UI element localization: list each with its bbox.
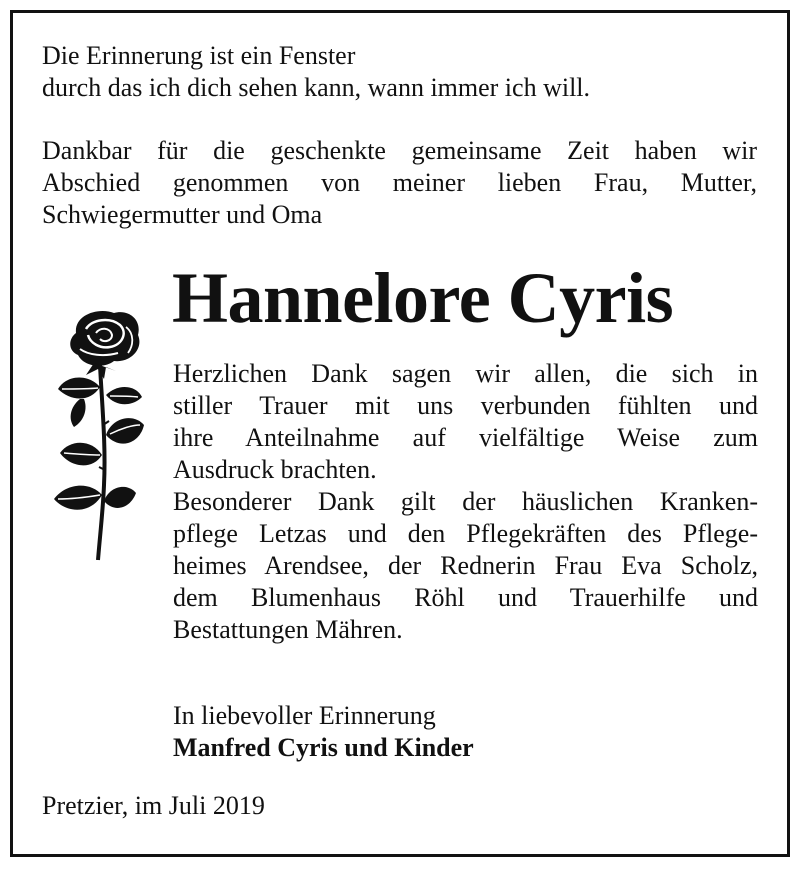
poem-line-1: Die Erinnerung ist ein Fenster <box>42 41 356 70</box>
rose-icon <box>48 305 148 565</box>
thanks-line-6: pflege Letzas und den Pflegekräften des Pflege- <box>173 519 758 548</box>
signer-name: Manfred Cyris und Kinder <box>173 733 474 762</box>
thanks-line-8: dem Blumenhaus Röhl und Trauerhilfe und <box>173 583 758 612</box>
thanks-line-3: ihre Anteilnahme auf vielfältige Weise zum <box>173 423 758 452</box>
intro-line-3: Schwiegermutter und Oma <box>42 200 323 229</box>
closing-line: In liebevoller Erinnerung <box>173 701 436 730</box>
closing-block <box>173 700 753 764</box>
thanks-paragraph <box>173 358 758 646</box>
place-date: Pretzier, im Juli 2019 <box>42 791 265 820</box>
thanks-line-2: stiller Trauer mit uns verbunden fühlten und <box>173 391 758 420</box>
footer-place-date <box>42 790 742 822</box>
thanks-line-7: heimes Arendsee, der Rednerin Frau Eva Scholz, <box>173 551 758 580</box>
intro-line-2: Abschied genommen von meiner lieben Frau, Mutter, <box>42 168 757 197</box>
thanks-line-1: Herzlichen Dank sagen wir allen, die sich in <box>173 359 758 388</box>
deceased-name: Hannelore Cyris <box>172 258 674 338</box>
thanks-line-4: Ausdruck brachten. <box>173 455 377 484</box>
intro-line-1: Dankbar für die geschenkte gemeinsame Zeit haben wir <box>42 136 757 165</box>
thanks-line-5: Besonderer Dank gilt der häuslichen Kranken- <box>173 487 758 516</box>
poem-line-2: durch das ich dich sehen kann, wann immer ich will. <box>42 73 591 102</box>
intro-paragraph <box>42 135 757 231</box>
thanks-line-9: Bestattungen Mähren. <box>173 615 403 644</box>
poem-quote <box>42 40 762 104</box>
